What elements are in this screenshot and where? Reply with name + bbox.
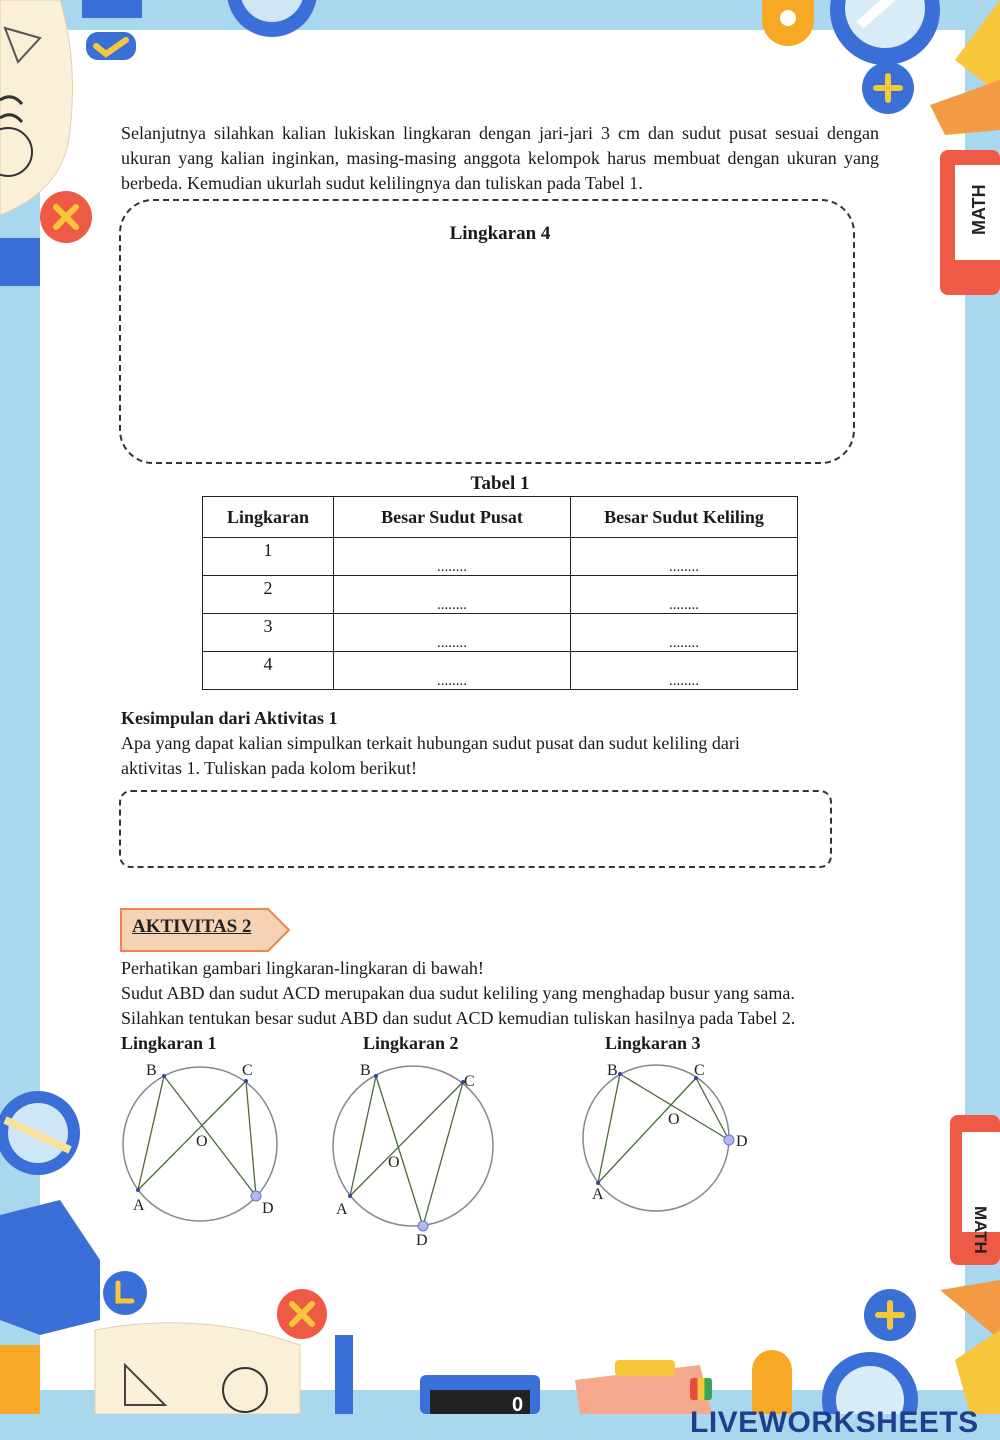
circle-3-title: Lingkaran 3 [605,1033,701,1053]
circle-3-label-c: C [694,1062,705,1079]
activity2-badge-label: AKTIVITAS 2 [132,916,252,937]
intro-paragraph: Selanjutnya silahkan kalian lukiskan lingkaran dengan jari-jari 3 cm dan sudut pusat sesuai dengan ukuran yang kalian inginkan, masing-masing anggota kelompok harus membuat dengan ukuran yang berbeda. Kemudian ukurlah sudut kelilingnya dan tuliskan pada Tabel 1. [121,123,879,193]
sudut-keliling-input[interactable]: ........ [571,614,798,652]
col-header-sudut-pusat: Besar Sudut Pusat [334,497,571,538]
math-book-label-bottom: MATH [971,1206,990,1254]
circle-1-title: Lingkaran 1 [121,1033,217,1053]
circle-1-label-o: O [196,1133,208,1150]
row-number: 3 [203,614,334,652]
circle-3-label-d: D [736,1133,748,1150]
circle-2-label-a: A [336,1201,348,1218]
circle-3-label-o: O [668,1111,680,1128]
circle-3-diagram [583,1062,748,1211]
circle-2-label-b: B [360,1062,371,1079]
circle-3-label-b: B [607,1062,618,1079]
circle-2-diagram [333,1062,493,1249]
circle-2-label-c: C [464,1073,475,1090]
math-book-label: MATH [969,184,989,235]
col-header-sudut-keliling: Besar Sudut Keliling [571,497,798,538]
sudut-pusat-input[interactable]: ........ [334,614,571,652]
col-header-lingkaran: Lingkaran [203,497,334,538]
activity2-line-2: Sudut ABD dan sudut ACD merupakan dua sudut keliling yang menghadap busur yang sama. [121,983,795,1003]
sudut-pusat-input[interactable]: ........ [334,652,571,690]
activity2-line-3: Silahkan tentukan besar sudut ABD dan sudut ACD kemudian tuliskan hasilnya pada Tabel 2. [121,1008,796,1028]
circle-1-diagram [123,1062,277,1221]
conclusion-line-2: aktivitas 1. Tuliskan pada kolom berikut! [121,758,417,778]
conclusion-heading: Kesimpulan dari Aktivitas 1 [121,708,338,728]
row-number: 2 [203,576,334,614]
circle-1-label-d: D [262,1200,274,1217]
circle-2-label-o: O [388,1154,400,1171]
circle-1-label-a: A [133,1197,145,1214]
circle-2-label-d: D [416,1232,428,1249]
drawing-area-title: Lingkaran 4 [449,223,551,244]
row-number: 4 [203,652,334,690]
conclusion-line-1: Apa yang dapat kalian simpulkan terkait hubungan sudut pusat dan sudut keliling dari [121,733,740,753]
activity2-line-1: Perhatikan gambari lingkaran-lingkaran di bawah! [121,958,484,978]
sudut-keliling-input[interactable]: ........ [571,652,798,690]
circle-2-title: Lingkaran 2 [363,1033,459,1053]
circle-1-label-b: B [146,1062,157,1079]
table1-caption: Tabel 1 [470,473,530,494]
sudut-pusat-input[interactable]: ........ [334,576,571,614]
watermark-text: LIVEWORKSHEETS [690,1406,979,1439]
sudut-keliling-input[interactable]: ........ [571,538,798,576]
liveworksheets-watermark[interactable] [690,1372,1000,1440]
sudut-pusat-input[interactable]: ........ [334,538,571,576]
sudut-keliling-input[interactable]: ........ [571,576,798,614]
circle-1-label-c: C [242,1062,253,1079]
circle-3-label-a: A [592,1186,604,1203]
calculator-display: 0 [512,1394,524,1414]
row-number: 1 [203,538,334,576]
liveworksheets-logo-icon [690,1378,712,1400]
